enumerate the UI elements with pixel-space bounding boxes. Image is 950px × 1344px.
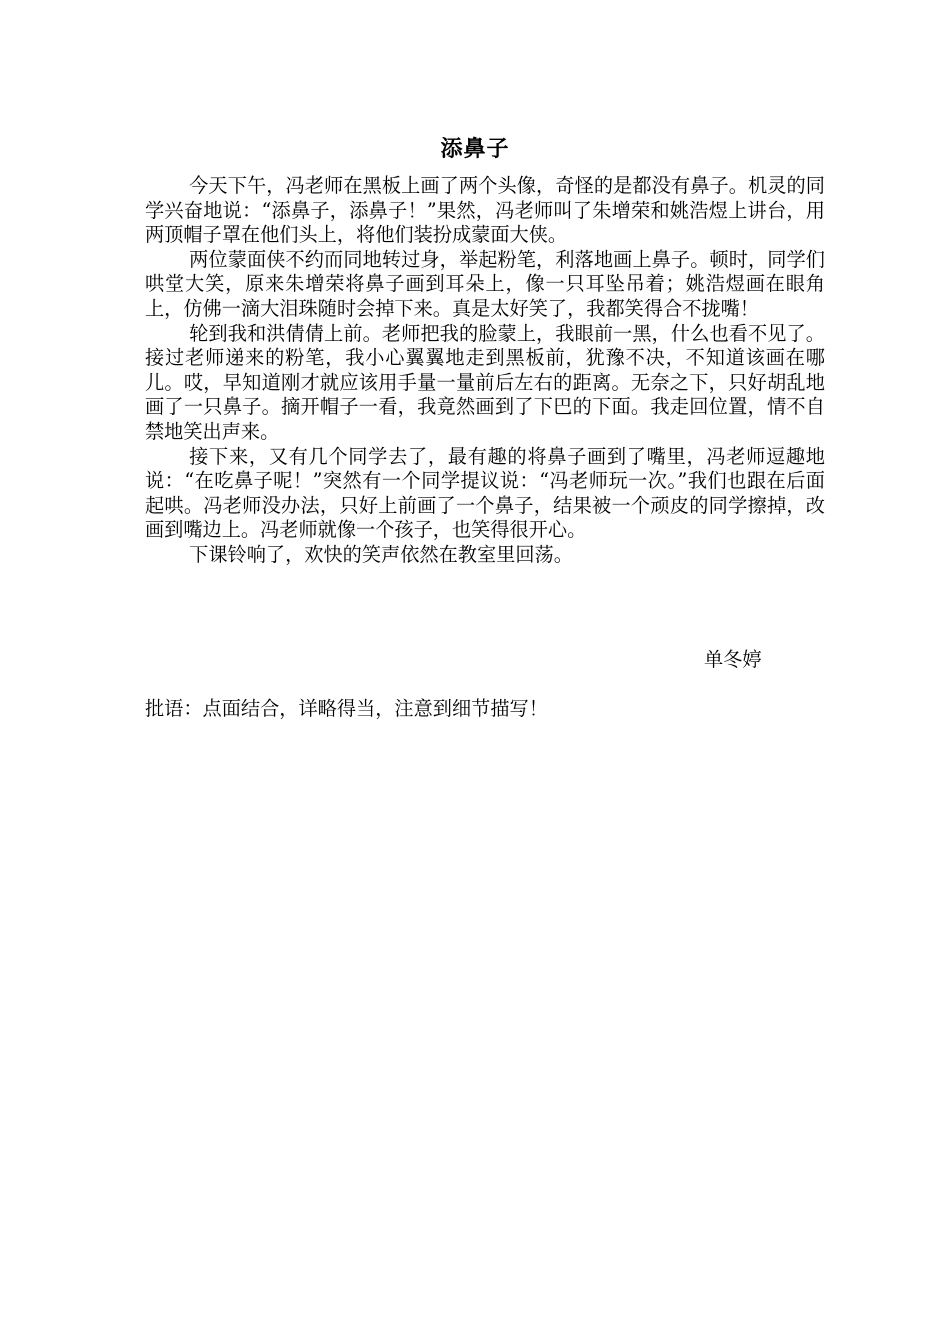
essay-body [145, 174, 825, 568]
paragraph-1: 今天下午，冯老师在黑板上画了两个头像，奇怪的是都没有鼻子。机灵的同学兴奋地说：“添鼻子，添鼻子！”果然，冯老师叫了朱增荣和姚浩煜上讲台，用两顶帽子罩在他们头上，将他们装扮成蒙面大侠。 [145, 174, 825, 247]
teacher-comment: 批语：点面结合，详略得当，注意到细节描写！ [145, 697, 548, 720]
paragraph-3: 轮到我和洪倩倩上前。老师把我的脸蒙上，我眼前一黑，什么也看不见了。接过老师递来的粉笔，我小心翼翼地走到黑板前，犹豫不决，不知道该画在哪儿。哎，早知道刚才就应该用手量一量前后左右的距离。无奈之下，只好胡乱地画了一只鼻子。摘开帽子一看，我竟然画到了下巴的下面。我走回位置，情不自禁地笑出声来。 [145, 321, 825, 443]
author-name: 单冬婷 [704, 648, 762, 671]
paragraph-2: 两位蒙面侠不约而同地转过身，举起粉笔，利落地画上鼻子。顿时，同学们哄堂大笑，原来朱增荣将鼻子画到耳朵上，像一只耳坠吊着；姚浩煜画在眼角上，仿佛一滴大泪珠随时会掉下来。真是太好笑了，我都笑得合不拢嘴！ [145, 247, 825, 320]
paragraph-4: 接下来，又有几个同学去了，最有趣的将鼻子画到了嘴里，冯老师逗趣地说：“在吃鼻子呢！”突然有一个同学提议说：“冯老师玩一次。”我们也跟在后面起哄。冯老师没办法，只好上前画了一个鼻子，结果被一个顽皮的同学擦掉，改画到嘴边上。冯老师就像一个孩子，也笑得很开心。 [145, 444, 825, 542]
paragraph-5: 下课铃响了，欢快的笑声依然在教室里回荡。 [189, 542, 573, 566]
essay-title: 添鼻子 [440, 137, 510, 162]
